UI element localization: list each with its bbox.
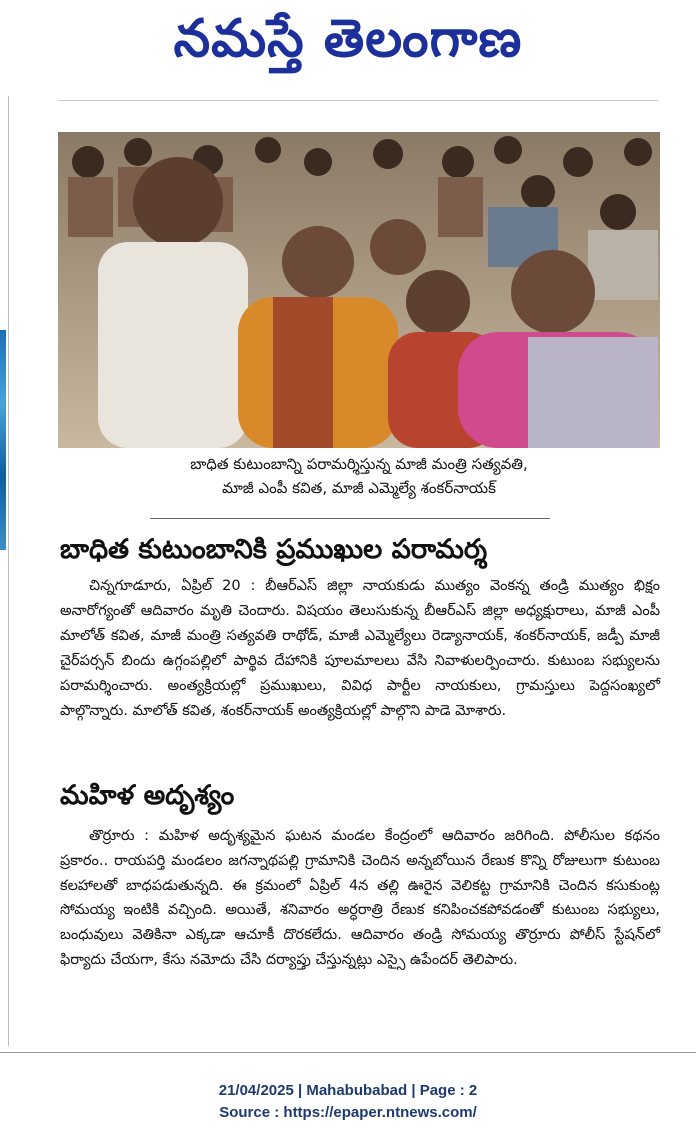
article-1-headline: బాధిత కుటుంబానికి ప్రముఖుల పరామర్శ — [60, 534, 488, 565]
newspaper-logo: నమస్తే తెలంగాణ — [173, 9, 523, 69]
page-footer — [0, 1080, 696, 1124]
article-2-body: తొర్రూరు : మహిళ అదృశ్యమైన ఘటన మండల కేంద్రంలో ఆదివారం జరిగింది. పోలీసుల కథనం ప్రకారం.. రాయపర్తి మండలం జగన్నాథపల్లి గ్రామానికి చెందిన అన్నబోయిన రేణుక కొన్ని రోజులుగా కుటుంబ కలహాలతో బాధపడుతున్నది. ఈ క్రమంలో ఏప్రిల్ 4న తల్లి ఊరైన వెలికట్ట గ్రామానికి చెందిన కసుకుంట్ల సోమయ్య ఇంటికి వచ్చింది. అయితే, శనివారం అర్ధరాత్రి రేణుక కనిపించకపోవడంతో కుటుంబ సభ్యులు, బంధువులు వెతికినా ఎక్కడా ఆచూకీ దొరకలేదు. ఆదివారం తండ్రి సోమయ్య తొర్రూరు పోలీస్ స్టేషన్‌లో ఫిర్యాదు చేయగా, కేసు నమోదు చేసి దర్యాప్తు చేస్తున్నట్లు ఎస్సై ఉపేందర్ తెలిపారు. — [60, 828, 660, 968]
footer-source-link[interactable]: Source : https://epaper.ntnews.com/ — [219, 1104, 477, 1121]
bottom-divider — [0, 1052, 696, 1053]
top-divider — [58, 100, 658, 101]
caption-divider — [150, 518, 550, 519]
masthead — [0, 0, 696, 80]
adjacent-column-edge — [0, 96, 9, 1046]
adjacent-ad-fragment — [0, 330, 6, 550]
news-photo — [58, 132, 660, 448]
photo-caption — [58, 452, 660, 514]
article-2-headline: మహిళ అదృశ్యం — [60, 780, 235, 811]
article-1-body: చిన్నగూడూరు, ఏప్రిల్ 20 : బీఆర్‌ఎస్ జిల్లా నాయకుడు ముత్యం వెంకన్న తండ్రి ముత్యం భిక్షం అనారోగ్యంతో ఆదివారం మృతి చెందారు. విషయం తెలుసుకున్న బీఆర్‌ఎస్ జిల్లా అధ్యక్షురాలు, మాజీ ఎంపీ మాలోత్ కవిత, మాజీ మంత్రి సత్యవతి రాథోడ్, మాజీ ఎమ్మెల్యేలు రెడ్యానాయక్, శంకర్‌నాయక్, జడ్పీ మాజీ చైర్‌పర్సన్ బిందు ఉగ్గంపల్లిలో పార్థివ దేహానికి పూలమాలలు వేసి నివాళులర్పించారు. కుటుంబ సభ్యులను పరామర్శించారు. అంత్యక్రియల్లో ప్రముఖులు, వివిధ పార్టీల నాయకులు, గ్రామస్తులు పెద్దసంఖ్యలో పాల్గొన్నారు. మాలోత్ కవిత, శంకర్‌నాయక్ అంత్యక్రియల్లో పాల్గొని పాడె మోశారు. — [60, 578, 660, 719]
footer-date-edition: 21/04/2025 | Mahabubabad | Page : 2 — [218, 1082, 478, 1099]
caption-line-2: మాజీ ఎంపీ కవిత, మాజీ ఎమ్మెల్యే శంకర్‌నాయక్ — [222, 479, 496, 497]
caption-line-1: బాధిత కుటుంబాన్ని పరామర్శిస్తున్న మాజీ మంత్రి సత్యవతి, — [190, 455, 528, 473]
